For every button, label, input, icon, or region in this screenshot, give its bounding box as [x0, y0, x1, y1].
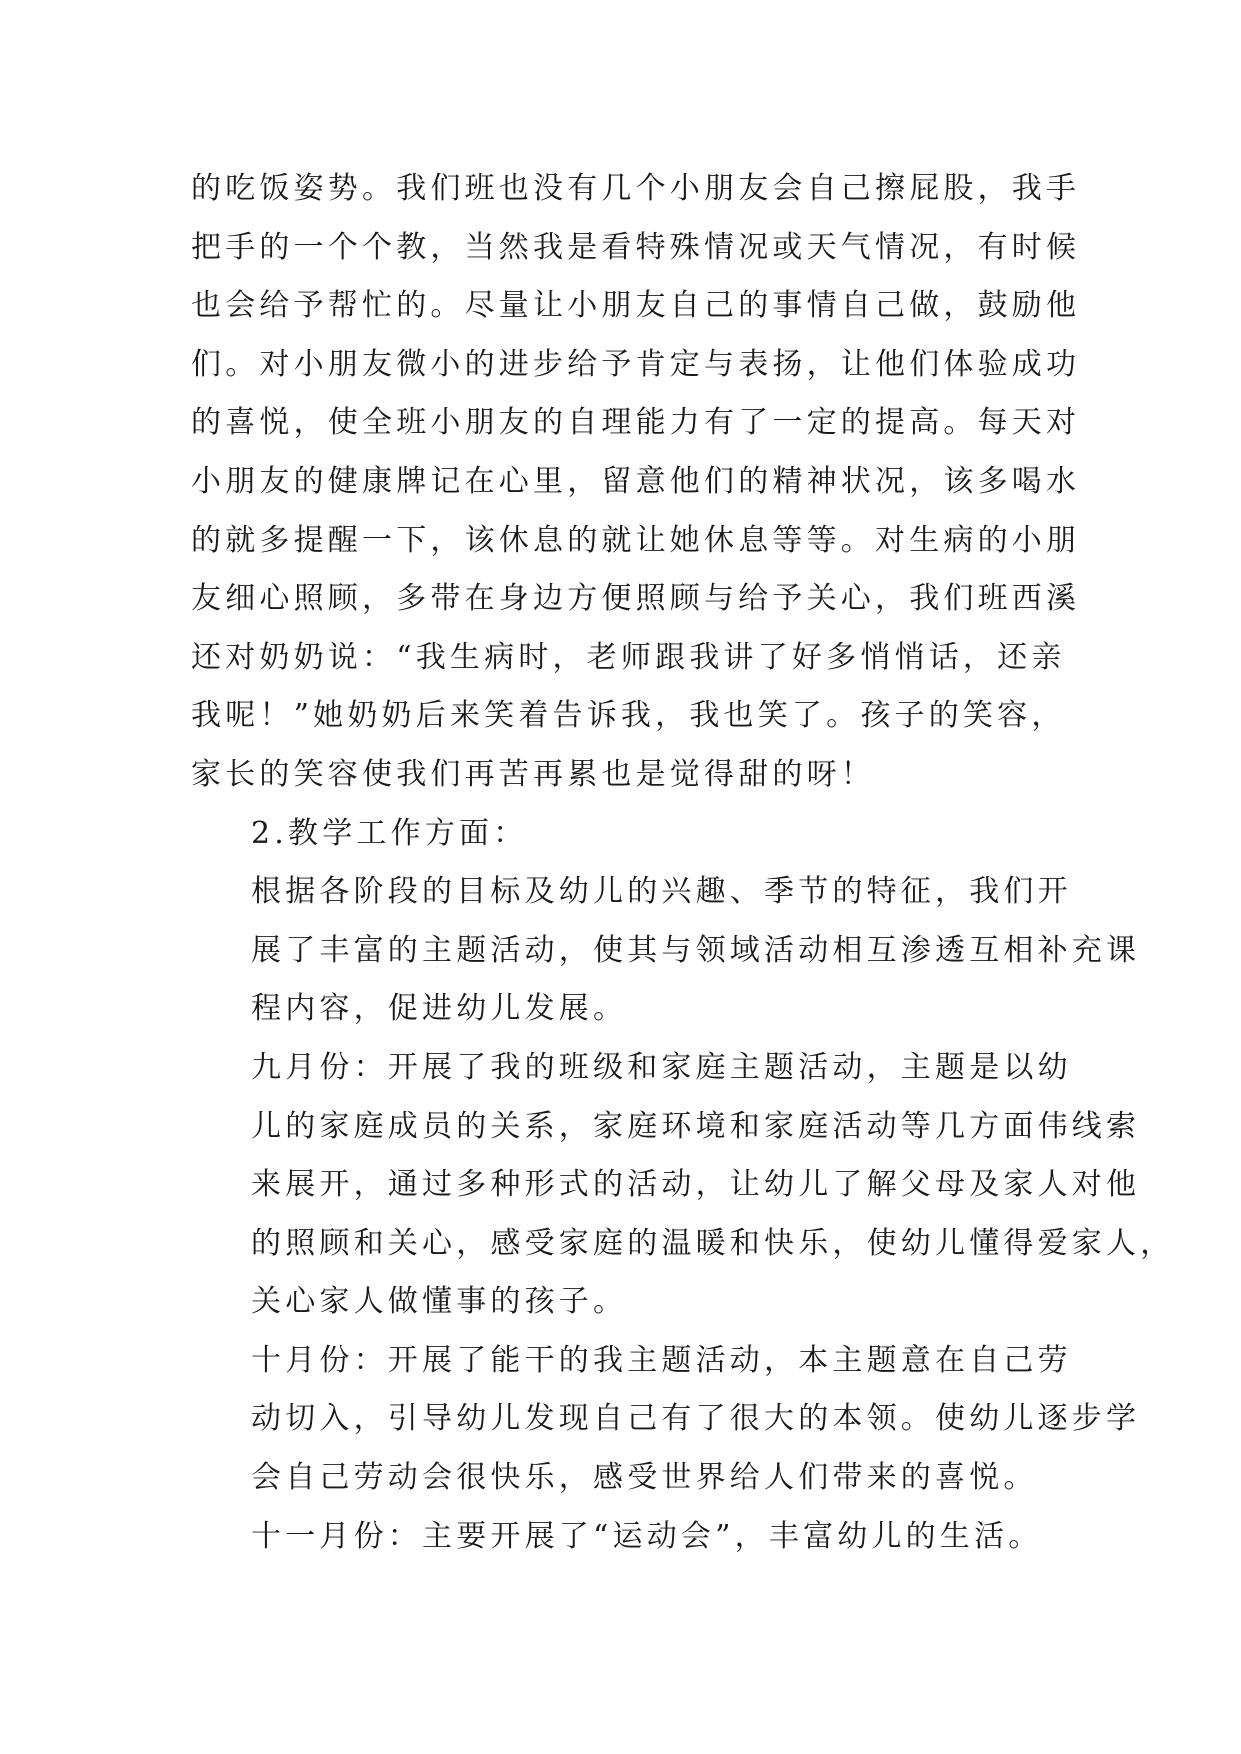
text-line: 的吃饭姿势。我们班也没有几个小朋友会自己擦屁股，我手	[191, 171, 1081, 206]
text-line: 十月份：开展了能干的我主题活动，本主题意在自己劳	[251, 1342, 1072, 1378]
section-heading-teaching-work	[191, 805, 1059, 864]
text-line: 的照顾和关心，感受家庭的温暖和快乐，使幼儿懂得爱家人，	[251, 1225, 1175, 1261]
text-line: 动切入，引导幼儿发现自己有了很大的本领。使幼儿逐步学	[251, 1401, 1141, 1437]
text-line: 的喜悦，使全班小朋友的自理能力有了一定的提高。每天对	[191, 405, 1081, 441]
text-line: 程内容，促进幼儿发展。	[251, 991, 628, 1027]
text-line: 九月份：开展了我的班级和家庭主题活动，主题是以幼	[251, 1049, 1072, 1085]
text-line: 会自己劳动会很快乐，感受世界给人们带来的喜悦。	[251, 1460, 1038, 1496]
text-line: 关心家人做懂事的孩子。	[251, 1284, 628, 1320]
text-line: 小朋友的健康牌记在心里，留意他们的精神状况，该多喝水	[191, 463, 1081, 499]
paragraph-november	[191, 1508, 1059, 1567]
text-line: 十一月份：主要开展了“运动会”，丰富幼儿的生活。	[251, 1518, 1043, 1554]
text-line: 根据各阶段的目标及幼儿的兴趣、季节的特征，我们开	[251, 874, 1072, 910]
text-line: 也会给予帮忙的。尽量让小朋友自己的事情自己做，鼓励他	[191, 288, 1081, 324]
text-line: 我呢！”她奶奶后来笑着告诉我，我也笑了。孩子的笑容，	[191, 698, 1066, 734]
text-line: 的就多提醒一下，该休息的就让她休息等等。对生病的小朋	[191, 522, 1081, 558]
document-body	[191, 160, 1175, 1566]
text-line: 把手的一个个教，当然我是看特殊情况或天气情况，有时候	[191, 229, 1081, 265]
text-line: 友细心照顾，多带在身边方便照顾与给予关心，我们班西溪	[191, 581, 1081, 617]
text-line: 儿的家庭成员的关系，家庭环境和家庭活动等几方面伟线索	[251, 1108, 1141, 1144]
paragraph-theme-activities	[191, 863, 1141, 1039]
text-line: 展了丰富的主题活动，使其与领域活动相互渗透互相补充课	[251, 932, 1141, 968]
text-line: 来展开，通过多种形式的活动，让幼儿了解父母及家人对他	[251, 1167, 1141, 1203]
text-line: 们。对小朋友微小的进步给予肯定与表扬，让他们体验成功	[191, 346, 1081, 382]
paragraph-daily-care	[191, 160, 1081, 805]
paragraph-september	[191, 1039, 1175, 1332]
text-line: 家长的笑容使我们再苦再累也是觉得甜的呀！	[191, 756, 875, 792]
text-line: 还对奶奶说：“我生病时，老师跟我讲了好多悄悄话，还亲	[191, 639, 1066, 675]
paragraph-october	[191, 1332, 1141, 1508]
text-line: 2.教学工作方面：	[251, 815, 528, 851]
